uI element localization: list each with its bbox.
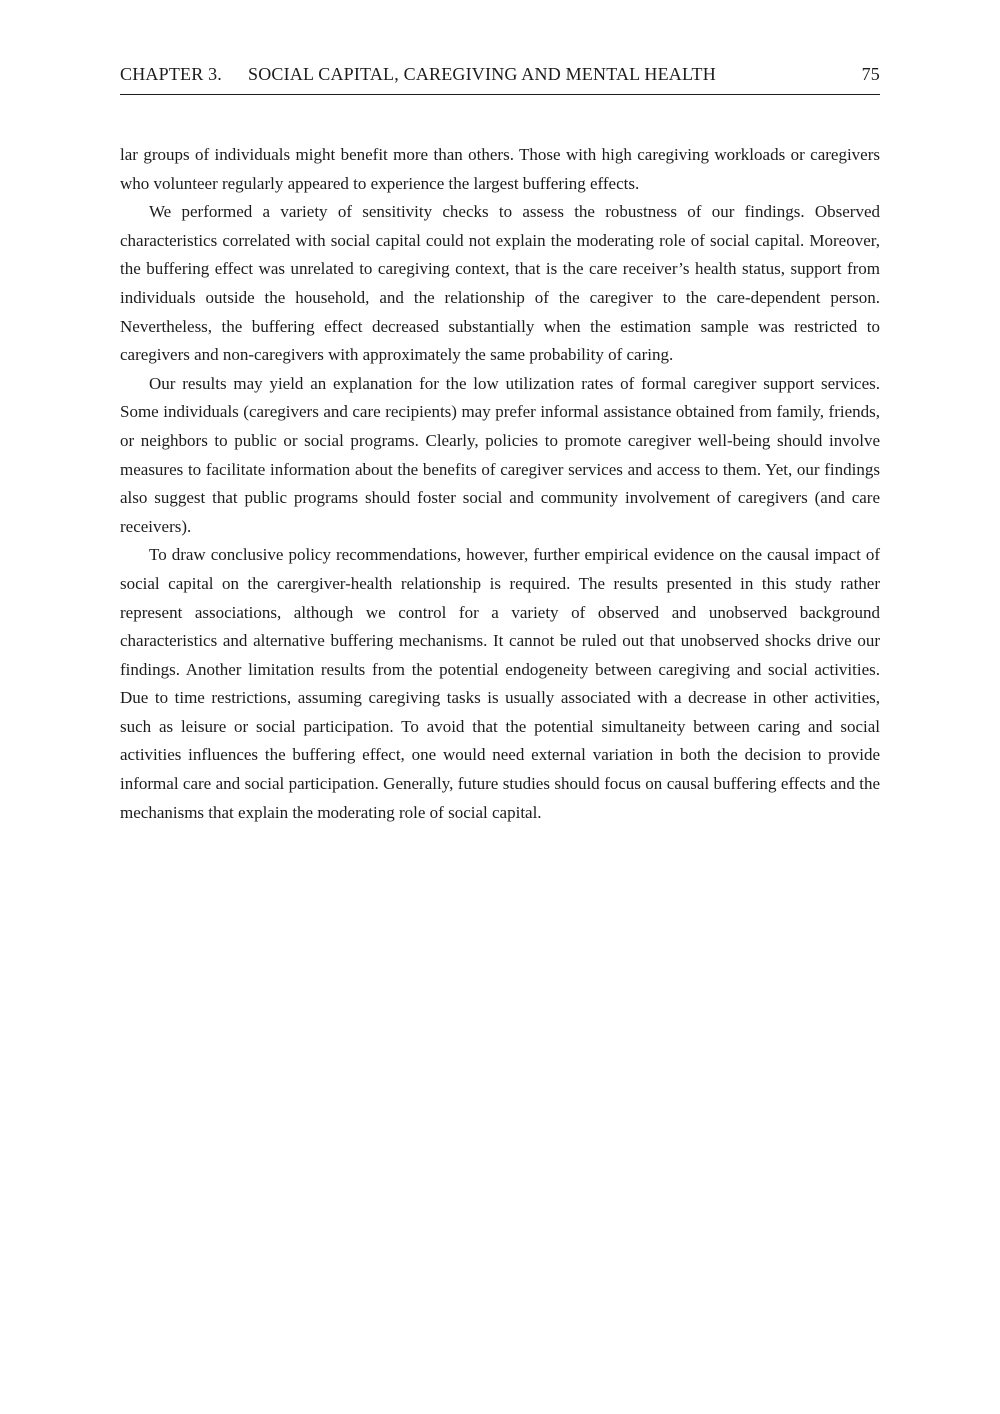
paragraph: To draw conclusive policy recommendations, however, further empirical evidence on the causal impact of social capital on the carergiver-health relationship is required. The results presented in this study rather represent associations, although we control for a variety of observed and unobserved background characteristics and alternative buffering mechanisms. It cannot be ruled out that unobserved shocks drive our findings. Another limitation results from the potential endogeneity between caregiving and social activities. Due to time restrictions, assuming caregiving tasks is usually associated with a decrease in other activities, such as leisure or social participation. To avoid that the potential simultaneity between caring and social activities influences the buffering effect, one would need external variation in both the decision to provide informal care and social participation. Generally, future studies should focus on causal buffering effects and the mechanisms that explain the moderating role of social capital. <box>120 545 880 822</box>
chapter-label: CHAPTER 3. <box>120 64 223 84</box>
body-text <box>120 141 880 827</box>
paragraph: We performed a variety of sensitivity checks to assess the robustness of our findings. Observed characteristics correlated with social capital could not explain the moderating role of social capital. Moreover, the buffering effect was unrelated to caregiving context, that is the care receiver’s health status, support from individuals outside the household, and the relationship of the caregiver to the care-dependent person. Nevertheless, the buffering effect decreased substantially when the estimation sample was restricted to caregivers and non-caregivers with approximately the same probability of caring. <box>120 202 880 365</box>
chapter-heading <box>120 64 716 85</box>
page-number: 75 <box>861 64 880 84</box>
page-header <box>120 64 880 85</box>
header-rule <box>120 94 880 95</box>
chapter-title: SOCIAL CAPITAL, CAREGIVING AND MENTAL HEALTH <box>248 64 716 84</box>
paragraph: lar groups of individuals might benefit more than others. Those with high caregiving workloads or caregivers who volunteer regularly appeared to experience the largest buffering effects. <box>120 145 880 193</box>
paragraph: Our results may yield an explanation for the low utilization rates of formal caregiver support services. Some individuals (caregivers and care recipients) may prefer informal assistance obtained from family, friends, or neighbors to public or social programs. Clearly, policies to promote caregiver well-being should involve measures to facilitate information about the benefits of caregiver services and access to them. Yet, our findings also suggest that public programs should foster social and community involvement of caregivers (and care receivers). <box>120 373 880 536</box>
